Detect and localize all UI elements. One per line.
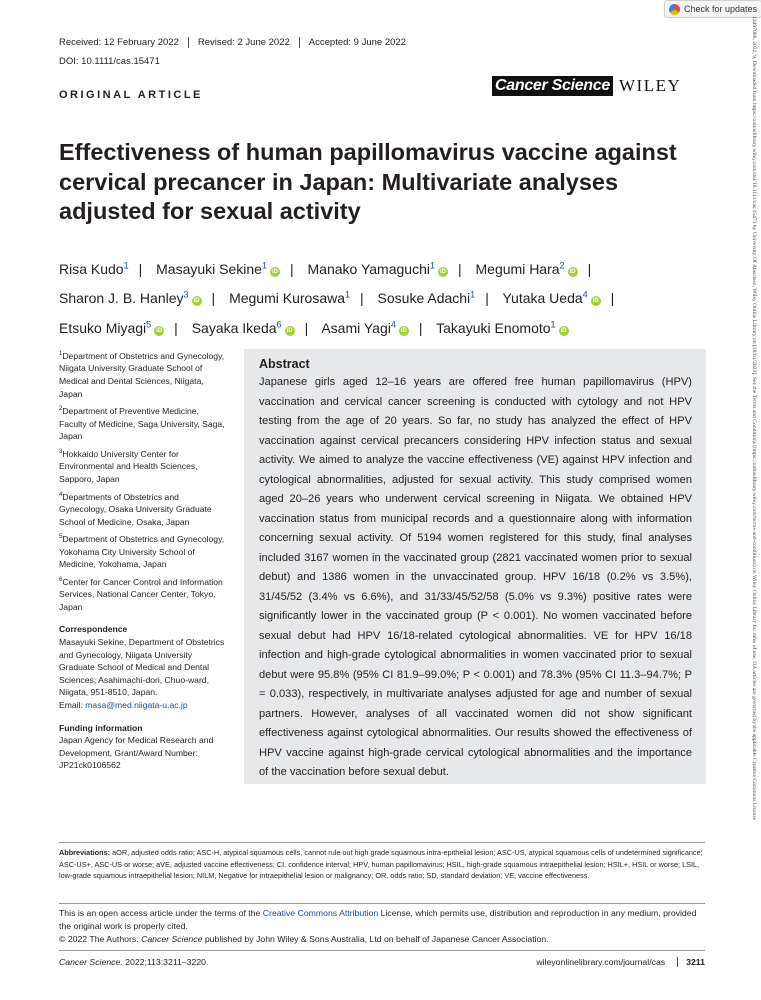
author-affiliation-marker: 1: [123, 260, 129, 270]
author-name[interactable]: [378, 290, 476, 306]
affiliation-item: [59, 348, 227, 400]
affiliation-item: [59, 446, 227, 486]
license-post: License, which permits use, distribution and reproduction in any medium, provided the original work is properly cited.: [59, 908, 697, 931]
correspondence-text: [59, 636, 227, 712]
license-pre: This is an open access article under the terms of the: [59, 908, 263, 918]
author-name-text: Yutaka Ueda: [502, 290, 583, 307]
article-type: ORIGINAL ARTICLE: [59, 89, 203, 101]
affiliation-text: Hokkaido University Center for Environmental and Health Sciences, Sapporo, Japan: [59, 448, 198, 484]
affiliations: [59, 348, 227, 613]
author-separator: |: [289, 260, 294, 277]
author-name-text: Manako Yamaguchi: [307, 260, 430, 277]
cc-license-link[interactable]: Creative Commons Attribution: [262, 908, 379, 918]
affiliation-text: Department of Preventive Medicine, Faculty of Medicine, Saga University, Saga, Japan: [59, 406, 225, 442]
correspondence-address: Masayuki Sekine, Department of Obstetrics and Gynecology, Niigata University Graduate School of Medical and Dental Sciences; Asahimachi-dori, Chuo-ward, Niigata, 951-8510, Japan.: [59, 637, 225, 698]
author-separator: |: [587, 260, 592, 277]
journal-logo[interactable]: [492, 76, 681, 96]
wiley-logo: WILEY: [618, 76, 682, 95]
author-name-text: Sayaka Ikeda: [191, 319, 277, 336]
abstract-text: Japanese girls aged 12–16 years are offered free human papillomavirus (HPV) vaccination and cervical cancer screening is conducted with cytology and not HPV testing from the age of 20 years. So far, no study has analyzed the effect of HPV vaccination against cervical precancers considering HPV infection status and sexual activity. We aimed to analyze the vaccine effectiveness (VE) against HPV infection and cytological abnormalities, adjusted for sexual activity. This study comprised women aged 20–26 years who underwent cervical screening in Niigata. We obtained HPV vaccination status from municipal records and a questionnaire along with information concerning sexual activity. Of 5194 women registered for this study, final analyses included 3167 women in the vaccinated group (2821 vaccinated women prior to sexual debut) and 1386 women in the unvaccinated group. HPV 16/18 (0.2% vs 3.5%), 31/45/52 (3.4% vs 6.6%), and 31/33/45/52/58 (5.0% vs 9.3%) positive rates were significantly lower in the vaccinated group (P < 0.001). No women vaccinated before sexual debut had HPV 16/18-related cytological abnormalities. VE for HPV 16/18 infection and high-grade cytological abnormalities in women vaccinated prior to sexual debut were 95.8% (95% CI 81.9–99.0%; P < 0.001) and 78.3% (95% CI 11.3–94.7%; P = 0.033), respectively, in multivariate analyses adjusted for age and number of sexual partners. However, analyses of all vaccinated women did not show significant effectiveness against cytological abnormalities. Our results showed the effectiveness of HPV vaccine against high-grade cervical cytological abnormalities and the importance of the vaccination before sexual debut.: [259, 376, 692, 778]
author-separator: |: [211, 290, 216, 307]
abbreviations-label: Abbreviations:: [59, 848, 111, 857]
author-affiliation-marker: 1: [261, 260, 267, 270]
author-separator: |: [485, 290, 489, 307]
author-name-text: Sharon J. B. Hanley: [59, 290, 184, 307]
author-name[interactable]: [59, 261, 129, 277]
author-affiliation-marker: 1: [550, 319, 556, 330]
copyright-journal: Cancer Science: [141, 934, 203, 944]
download-notice: [745, 16, 757, 991]
author-separator: |: [610, 290, 615, 307]
abstract-heading: Abstract: [259, 357, 310, 371]
author-name[interactable]: [59, 290, 202, 306]
orcid-icon[interactable]: iD: [400, 327, 407, 334]
author-separator: |: [418, 319, 423, 336]
author-name[interactable]: [156, 261, 280, 277]
author-separator: |: [174, 319, 178, 336]
author-name[interactable]: [476, 261, 578, 277]
author-affiliation-marker: 1: [429, 260, 435, 270]
doi[interactable]: DOI: 10.1111/cas.15471: [59, 56, 160, 67]
revised-date: Revised: 2 June 2022: [188, 37, 299, 48]
funding-heading: Funding information: [59, 722, 143, 733]
orcid-icon[interactable]: iD: [560, 327, 567, 334]
author-name-text: Masayuki Sekine: [156, 260, 262, 277]
author-affiliation-marker: 1: [345, 289, 351, 300]
author-name[interactable]: [502, 290, 600, 306]
author-separator: |: [138, 260, 143, 277]
email-link[interactable]: masa@med.niigata-u.ac.jp: [85, 700, 188, 710]
author-affiliation-marker: 6: [276, 319, 282, 330]
orcid-icon[interactable]: iD: [286, 327, 293, 334]
download-notice-text: 13497006, 2022, 9, Downloaded from https://onlinelibrary.wiley.com/doi/10.1111/cas.15471 by University Of Aberdeen, Wiley Online Library on [18/01/2023]. See the Terms and Conditions (https://onlinelibrary.wiley.com/terms-and-conditions) on Wiley Online Library for rules of use; OA articles are governed by the applicable Creative Commons License: [751, 16, 757, 821]
copyright-pre: © 2022 The Authors.: [59, 934, 142, 944]
page-number: 3211: [677, 957, 705, 967]
author-name-text: Risa Kudo: [59, 260, 124, 277]
author-affiliation-marker: 4: [582, 289, 588, 300]
author-name-text: Megumi Kurosawa: [229, 290, 345, 307]
affiliation-number: 6: [59, 576, 63, 583]
abbreviations: [59, 842, 705, 882]
correspondence-heading: Correspondence: [59, 624, 128, 635]
crossmark-icon: [669, 4, 680, 15]
history-dates: [59, 37, 415, 48]
page-footer: [59, 950, 705, 967]
author-name-text: Etsuko Miyagi: [59, 319, 147, 336]
affiliation-item: [59, 574, 227, 614]
affiliation-number: 4: [59, 491, 63, 498]
author-separator: |: [360, 290, 364, 307]
author-name[interactable]: [321, 320, 409, 336]
funding-text: Japan Agency for Medical Research and Development, Grant/Award Number: JP21ck0106562: [59, 735, 214, 771]
affiliation-text: Department of Obstetrics and Gynecology, Yokohama City University School of Medicine, Yokohama, Japan: [59, 534, 225, 570]
accepted-date: Accepted: 9 June 2022: [299, 37, 415, 48]
author-name[interactable]: [59, 320, 164, 336]
orcid-icon[interactable]: iD: [156, 327, 163, 334]
author-name[interactable]: [436, 320, 568, 336]
affiliation-text: Departments of Obstetrics and Gynecology, Osaka University Graduate School of Medicine, Osaka, Japan: [59, 491, 212, 527]
author-affiliation-marker: 5: [146, 319, 152, 330]
affiliation-text: Department of Obstetrics and Gynecology, Niigata University Graduate School of Medical and Dental Sciences, Niigata, Japan: [59, 350, 225, 399]
author-affiliation-marker: 1: [470, 289, 476, 300]
copyright-post: published by John Wiley & Sons Australia, Ltd on behalf of Japanese Cancer Association.: [202, 934, 549, 944]
author-separator: |: [457, 260, 462, 277]
abstract-box: [244, 349, 706, 784]
affiliation-item: [59, 489, 227, 529]
affiliation-text: Center for Cancer Control and Information Services, National Cancer Center, Tokyo, Japan: [59, 576, 223, 612]
article-title: Effectiveness of human papillomavirus vaccine against cervical precancer in Japan: Multivariate analyses adjusted for sexual activity: [59, 139, 677, 224]
author-name[interactable]: [229, 290, 350, 306]
email-label: Email:: [59, 700, 86, 710]
author-name-text: Takayuki Enomoto: [436, 319, 551, 336]
affiliation-item: [59, 403, 227, 443]
affiliation-number: 3: [59, 448, 63, 455]
citation: [59, 957, 208, 967]
author-name-text: Sosuke Adachi: [377, 290, 471, 307]
check-for-updates-label: Check for updates: [684, 4, 758, 14]
orcid-icon[interactable]: iD: [193, 298, 200, 305]
orcid-icon[interactable]: iD: [592, 298, 599, 305]
license-notice: [59, 903, 705, 946]
author-separator: |: [304, 319, 309, 336]
journal-url[interactable]: wileyonlinelibrary.com/journal/cas: [536, 957, 666, 967]
citation-journal: Cancer Science.: [59, 957, 123, 967]
author-affiliation-marker: 4: [390, 319, 396, 330]
affiliation-number: 5: [59, 534, 63, 541]
orcid-icon[interactable]: iD: [271, 268, 278, 275]
author-list: [59, 252, 699, 341]
received-date: Received: 12 February 2022: [59, 37, 179, 48]
citation-rest: 2022;113:3211–3220.: [122, 957, 209, 967]
abbreviations-text: aOR, adjusted odds ratio; ASC-H, atypical squamous cells, cannot rule out high grade squamous intra-epithelial lesion; ASC-US, atypical squamous cells of undetermined significance; ASC-US+, ASC-US or worse; aVE, adjusted vaccine effectiveness; CI, confidence interval; HPV, human papillomavirus; HSIL, high-grade squamous intraepithelial lesion; HSIL+, HSIL or worse; LSIL, low-grade squamous intraepithelial lesion; NILM, Negative for intraepithelial lesion or malignancy; OR, odds ratio; SD, standard deviation; VE, vaccine effectiveness.: [59, 848, 703, 880]
author-name[interactable]: [192, 320, 295, 336]
orcid-icon[interactable]: iD: [569, 268, 576, 275]
orcid-icon[interactable]: iD: [439, 268, 446, 275]
author-affiliation-marker: 3: [183, 289, 189, 300]
author-name[interactable]: [308, 261, 448, 277]
author-name-text: Asami Yagi: [321, 319, 391, 336]
cancer-science-logo: Cancer Science: [492, 76, 613, 96]
affiliation-item: [59, 531, 227, 571]
affiliation-number: 2: [59, 406, 63, 413]
author-affiliation-marker: 2: [559, 260, 565, 270]
sidebar-info: [59, 348, 227, 772]
affiliation-number: 1: [59, 351, 63, 357]
author-name-text: Megumi Hara: [475, 260, 560, 277]
